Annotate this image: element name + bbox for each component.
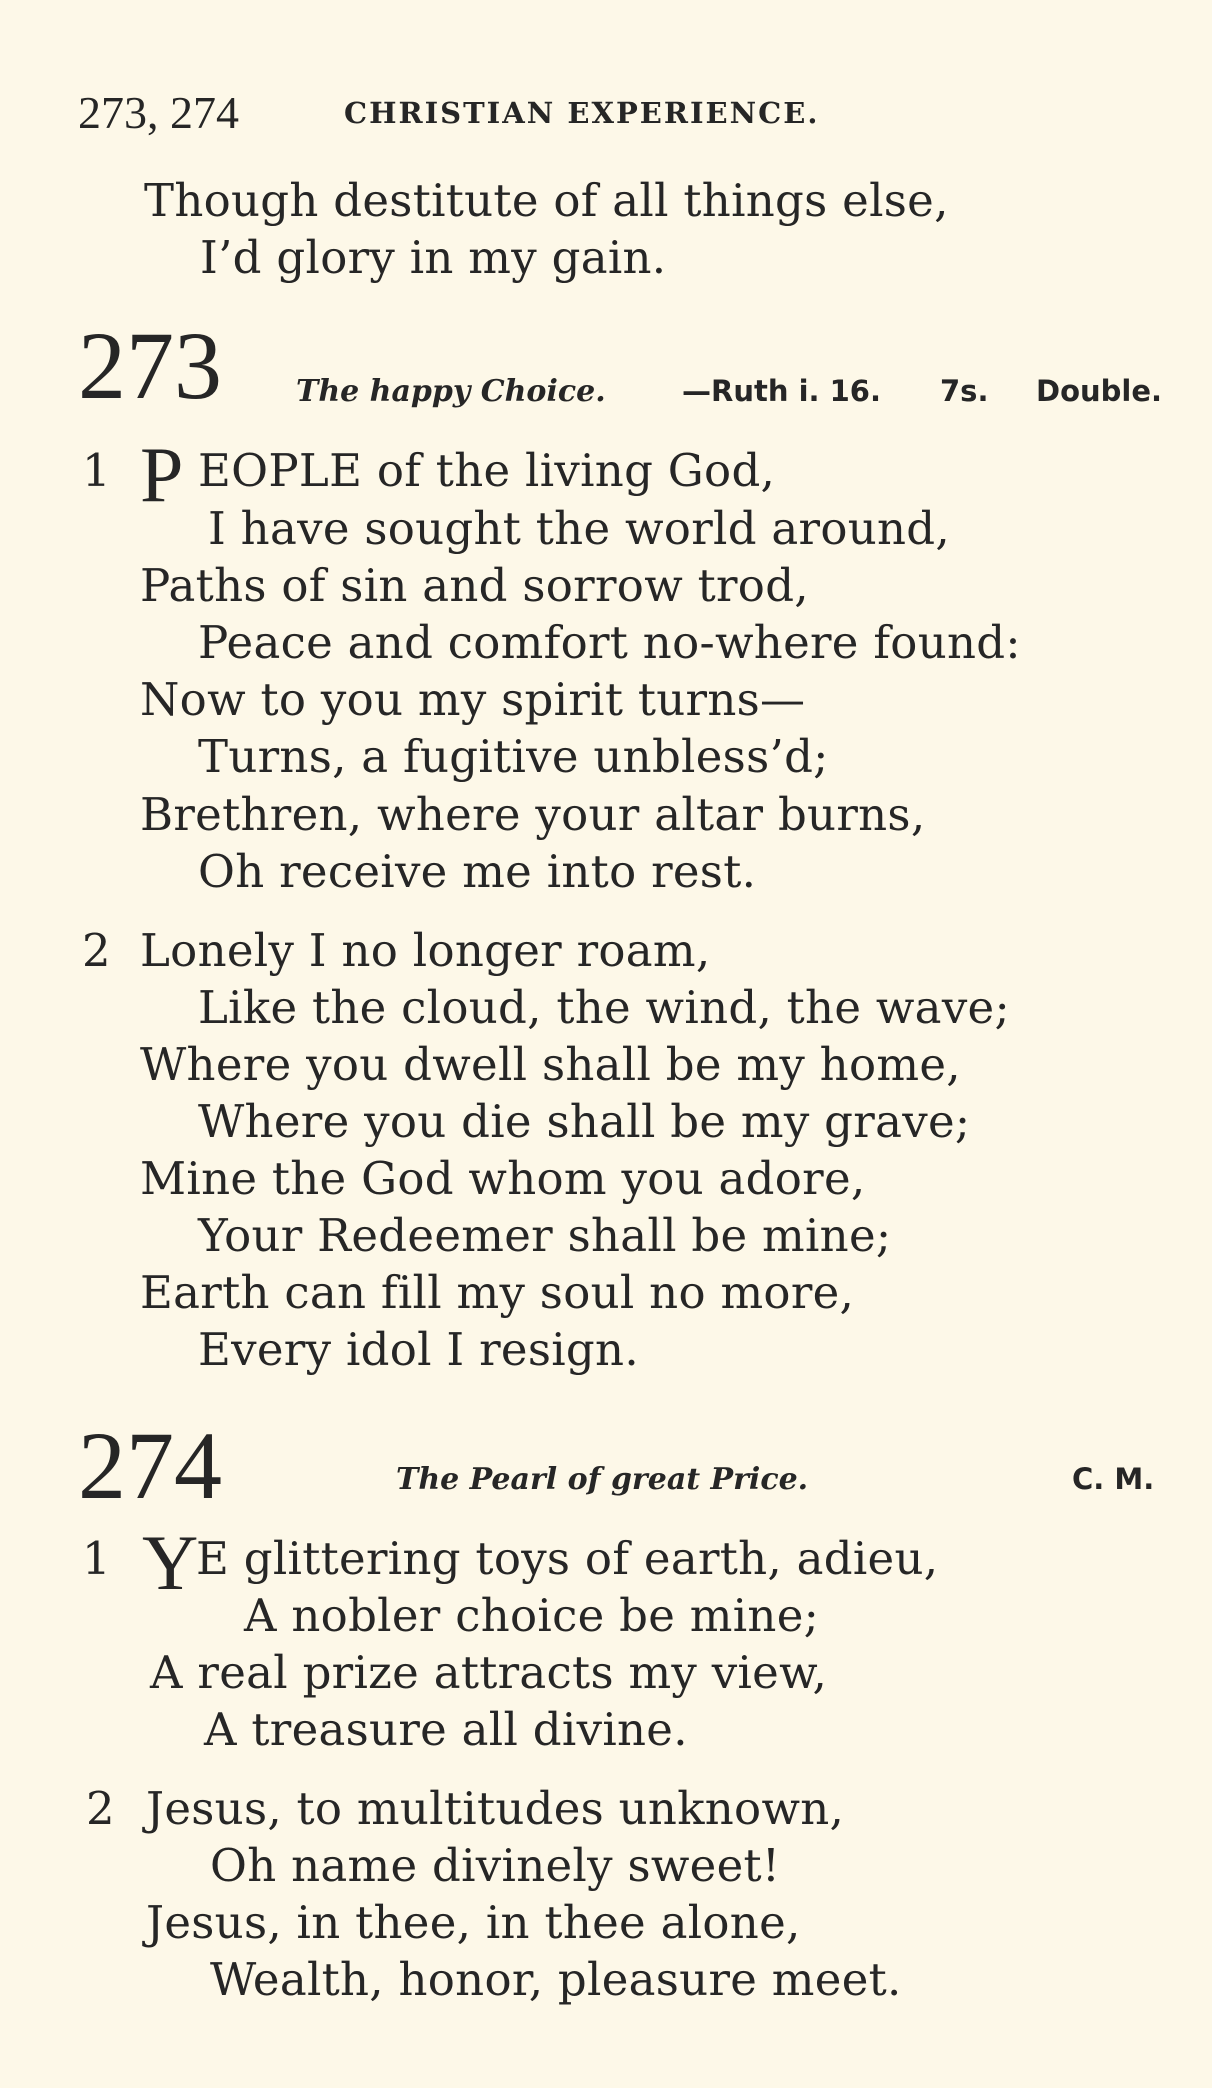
- continuation-line-2: I’d glory in my gain.: [200, 231, 667, 284]
- hymn-273-v1-line-1: EOPLE of the living God,: [198, 444, 776, 497]
- hymn-274-v2-line-2: Oh name divinely sweet!: [210, 1839, 781, 1892]
- hymn-274-meter: C. M.: [1072, 1462, 1155, 1496]
- continuation-line-1: Though destitute of all things else,: [144, 174, 949, 227]
- hymn-273-number: 273: [78, 312, 222, 419]
- hymn-273-v1-line-4: Peace and comfort no-where found:: [198, 616, 1021, 669]
- hymn-273-v2-line-3: Where you dwell shall be my home,: [140, 1038, 961, 1091]
- hymn-273-dropcap: P: [140, 431, 184, 518]
- hymn-273-v2-line-8: Every idol I resign.: [198, 1323, 639, 1376]
- hymn-273-v2-line-2: Like the cloud, the wind, the wave;: [198, 981, 1010, 1034]
- hymn-274-verse-1-number: 1: [82, 1532, 111, 1585]
- hymn-273-meter-double: Double.: [1036, 374, 1163, 408]
- hymn-273-meter: 7s.: [940, 374, 989, 408]
- hymn-274-v2-line-3: Jesus, in thee, in thee alone,: [146, 1896, 801, 1949]
- hymn-273-v2-line-7: Earth can fill my soul no more,: [140, 1266, 855, 1319]
- header-section-title: CHRISTIAN EXPERIENCE.: [344, 96, 820, 130]
- hymn-274-v1-line-2: A nobler choice be mine;: [244, 1589, 820, 1642]
- hymn-273-v2-line-4: Where you die shall be my grave;: [198, 1095, 971, 1148]
- hymn-274-v2-line-1: Jesus, to multitudes unknown,: [146, 1782, 845, 1835]
- hymn-274-number: 274: [78, 1412, 222, 1519]
- hymn-273-v2-line-1: Lonely I no longer roam,: [140, 924, 711, 977]
- hymn-273-verse-1-number: 1: [82, 444, 111, 497]
- hymn-274-v1-line-3: A real prize attracts my view,: [150, 1646, 828, 1699]
- hymn-274-v2-line-4: Wealth, honor, pleasure meet.: [210, 1953, 902, 2006]
- hymn-273-v1-line-7: Brethren, where your altar burns,: [140, 788, 926, 841]
- hymn-274-v1-line-4: A treasure all divine.: [204, 1703, 688, 1756]
- hymn-273-v1-line-2: I have sought the world around,: [208, 502, 951, 555]
- hymn-273-scripture: —Ruth i. 16.: [682, 374, 882, 408]
- hymn-273-v1-line-3: Paths of sin and sorrow trod,: [140, 559, 809, 612]
- hymn-274-dropcap: Y: [142, 1519, 199, 1606]
- hymn-274-v1-line-1: E glittering toys of earth, adieu,: [196, 1532, 939, 1585]
- header-page-numbers: 273, 274: [78, 87, 239, 138]
- hymn-273-v2-line-6: Your Redeemer shall be mine;: [198, 1209, 892, 1262]
- hymn-273-v1-line-5: Now to you my spirit turns—: [140, 673, 806, 726]
- hymn-274-verse-2-number: 2: [86, 1782, 115, 1835]
- hymn-273-v1-line-6: Turns, a fugitive unbless’d;: [198, 730, 829, 783]
- hymn-273-title: The happy Choice.: [296, 374, 606, 409]
- hymn-273-verse-2-number: 2: [82, 924, 111, 977]
- hymn-273-v2-line-5: Mine the God whom you adore,: [140, 1152, 866, 1205]
- hymn-273-v1-line-8: Oh receive me into rest.: [198, 845, 757, 898]
- hymn-274-title: The Pearl of great Price.: [396, 1462, 809, 1497]
